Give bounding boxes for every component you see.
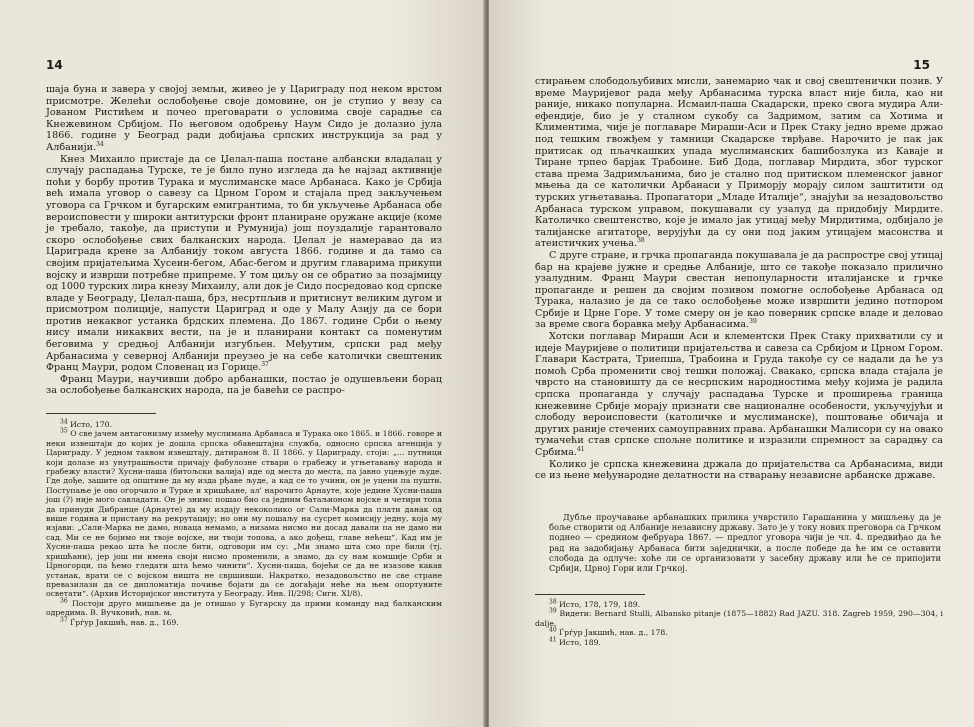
- paragraph: Хотски поглавар Мираши Аси и клементски Прек Стаку прихватили су и идеје Мауријеве о политици пријатељства и савеза са Србијом и Црном Гором. Главари Кастрата, Триепша, Трабоина и Груда такође су се надали да ће уз помоћ Срба променити свој тешки положај. Свакако, српска влада стајала је чврсто на становишту да се несрпским народностима међу којима је радила српска пропаганда у случају распадања Турске и проширења граница кнежевине Србије морају признати све националне особености, укључујући и слободу вероисповести (католичке и муслиманске), поштовање обичаја и других раније стечених самоуправних права. Арбанашки Малисори су на овако тумачећи став српске спољне политике и изразили спремност за сарадњу са Србима.$^{41}$: [535, 331, 943, 458]
- paragraph: шаја буна и завера у својој земљи, живео је у Цариграду под неком врстом присмотре. Желећи ослобођење своје домовине, он је ступио у везу са Јованом Ристићем и почео преговарати о условима своје сарадње са Кнежевином Србијом. По његовом одобрењу Наум Сидо је долазио јула 1866. године у Београд ради добијања српских инструкција за рад у Албанији.$^{34}$: [46, 84, 442, 153]
- footnote-divider: [46, 413, 156, 414]
- paragraph: Франц Маури, научивши добро арбанашки, постао је одушевљени борац за ослобођење балканских народа, па је бавећи се распро-: [46, 373, 442, 397]
- page-number: 15: [913, 58, 930, 72]
- footnote-divider: [535, 594, 645, 595]
- paragraph: Кнез Михаило пристаје да се Џелал-паша постане албански владалац у случају распадања Турске, те је било пуно изгледа да ће најзад активније поћи у борбу против Турака и муслиманске масе Арбанаса. Како је Србија већ имала уговор о савезу са Црном Гором и стајала пред закључењем уговора са Грчком и бугарским емигрантима, то би укључење Арбанаса обе вероисповести у широки антитурски фронт планиране оружане акције (коме је требало, такође, да приступи и Румунија) још поуздалије гарантовало скоро ослобођење свих балканских народа. Џелал је намеравао да из Цариграда крене за Албанију током августа 1866. године и да тамо са својим пријатељима Хусеин-бегом, Абас-бегом и другим главарима прикупи војску и изврши потребне припреме. У том циљу он се обратио за позајмицу од 1000 турских лира кнезу Михаилу, али док је Сидо посредовао код српске владе у Београду, Џелал-паша, брз, несртпљив и притиснут великим дугом и присмотром полиције, напусти Цариград и оде у Малу Азију да се бори против некаквог устанка брдских племена. До 1867. године Срби о њему нису имали никаквих вести, па је и планирани контакт са поменутим беговима у средњој Албанији изгубљен. Међутим, српски рад међу Арбанасима у северној Албанији преузео је на себе католички свештеник Франц Маури, родом Словенац из Горице.$^{37}$: [46, 153, 442, 374]
- footnote: $^{40}$ Ѓрѓур Јакшић, нав. д., 178.: [549, 626, 668, 638]
- paragraph: С друге стране, и грчка пропаганда покушавала је да распростре свој утицај бар на крајеве јужне и средње Албаније, што се такође показало прилично узалудним. Франц Маури свестан непопуларности италијанске и грчке пропаганде и решен да својим позивом помогне ослобођење Арбанаса од Турака, налазио је да се тако ослобођење може извршити једино потпором Србије и Црне Горе. У томе смеру он је као поверник српске владе и деловао за време свога боравка међу Арбанасима.$^{39}$: [535, 249, 943, 331]
- footnote: $^{34}$ Исто, 170.: [60, 418, 112, 429]
- right-page: [489, 0, 974, 727]
- footnote: $^{41}$ Исто, 189.: [549, 636, 601, 647]
- footnote: $^{36}$ Постоји друго мишљење да је отишао у Бугарску да прими команду над балканским одредима. В. Вучковић, нав. м.: [46, 597, 443, 618]
- paragraph: Колико је српска кнежевина држала до пријатељства са Арбанасима, види се из њене међународне делатности на стварању независне арбанске државе.: [535, 458, 943, 482]
- body-text: [535, 76, 943, 482]
- extended-note: [549, 512, 941, 573]
- footnote: $^{35}$ О све јачем антагонизму између муслимана Арбанаса и Турака око 1865. и 1866. говоре и неки извештаји до којих је дошла српска обавештајна служба, односно српска агенција у Цариграду. У једном таквом извештају, датираном 8. II 1866. у Цариграду, стоји: „... путници који долазе из унутрашњости причају фабулозне ствари о грабежу и угњетавању народа и грабежу власти? Хусни-паша (битољски валија) иде од места до места, па јавно уцењује људе. Где дође, зашите од општине да му изда рђаве људе, а кад се то учини, он је уцени па пушти. Поступање је ово огорчило и Турке и хришћане, ал' нарочито Арнауте, које једине Хусни-паша још (?) није мого савладати. Он је знимс пошао био са једним батаљионом војске и четири топа да принуди Дибранце (Арнауте) да му издају некоколико ог Сали-Марка да плати данак од више година и пристану на рекрутацију; но они му пошаљу на сусрет комисију једну, која му изјави: „Сали-Марка не дамо, новаца немамо, а низама нисмо ни досад давали па не дамо ни сад. Ми се не бојимо ни твоје војске, ни твоји топова, а ако дођеш, главе нећеш“. Кад им је Хусни-паша рекао шта ће после бити, одговори им су: „Ми знамо шта смо пре били (тј. хришћани), јер још ни имена своји нисмо променили, а знамо, да су нам комшије Срби и Црногорци, па ћемо гледати шта ћемо чинити“. Хусни-паша, бојећи се да не изазове какав устанак, врати се с војском ништа не свршивши. Накратко, незадовољство не све стране превазилази да се дипломатија почиње бојати да се догађаји неће на њем опортуните осветати“. (Архив Историјског института у Београду. Инв. II/298; Сигн. XI/8).: [46, 427, 442, 599]
- footnote: $^{39}$ Видети: Bernard Stulli, Albansko pitanje (1875—1882) Rad JAZU. 318. Zagreb 1959, 290—304, i dalje.: [535, 607, 943, 628]
- note-text: Дубље проучавање арбанашких прилика учврстило Гарашанина у мишљењу да је боље створити од Албаније независну државу. Зато је у току нових преговора са Грчком поднео — средином фебруара 1867. — предлог уговора чији је чл. 4. предвиђао да ће рад на задобијању Арбанаса бити заједнички, а после победе да ће им се оставити слобода да одлуче: хоће ли се организовати у засебну државу или ће се припојити Србији, Црној Гори или Грчкој.: [549, 512, 941, 574]
- footnotes: [46, 420, 442, 627]
- footnote: $^{38}$ Исто, 178, 179, 189.: [549, 598, 641, 609]
- footnote: $^{37}$ Ѓрѓур Јакшић, нав. д., 169.: [60, 615, 179, 627]
- paragraph: стирањем слободољубивих мисли, занемарио чак и свој свештенички позив. У време Мауријевог рада међу Арбанасима турска власт није била, као ни раније, никако популарна. Исмаил-паша Скадарски, преко свога мудира Али-ефендије, био је у сталном сукобу са Задримом, затим са Хотима и Климентима, чије је поглаваре Мираши-Аси и Прек Стаку једно време држао под тешким гвожђем у тамници Скадарске тврђаве. Нарочито је пак јак притисак од пљачкашких упада муслиманских башибозлука из Каваје и Тиране трпео барјак Трабоине. Биб Дода, поглавар Мирдита, због турског става према Задримљанима, био је стално под притиском племенског јавног мњења да се католички Арбанаси у Приморју морају силом заштитити од турских угњетавања. Пропагатори „Младе Италије“, знајући за незадовољство Арбанаса турском управом, покушавали су узалуд да придобију Мирдите. Католичко свештенство, које је имало јак утицај међу Мирдитима, одбијало је талијанске агитаторе, верујући да су они под јаким утицајем масонства и атеистичких учења.$^{38}$: [535, 76, 943, 250]
- left-page: [0, 0, 485, 727]
- body-text: [46, 84, 442, 397]
- footnotes: [535, 600, 943, 647]
- page-number: 14: [46, 58, 63, 72]
